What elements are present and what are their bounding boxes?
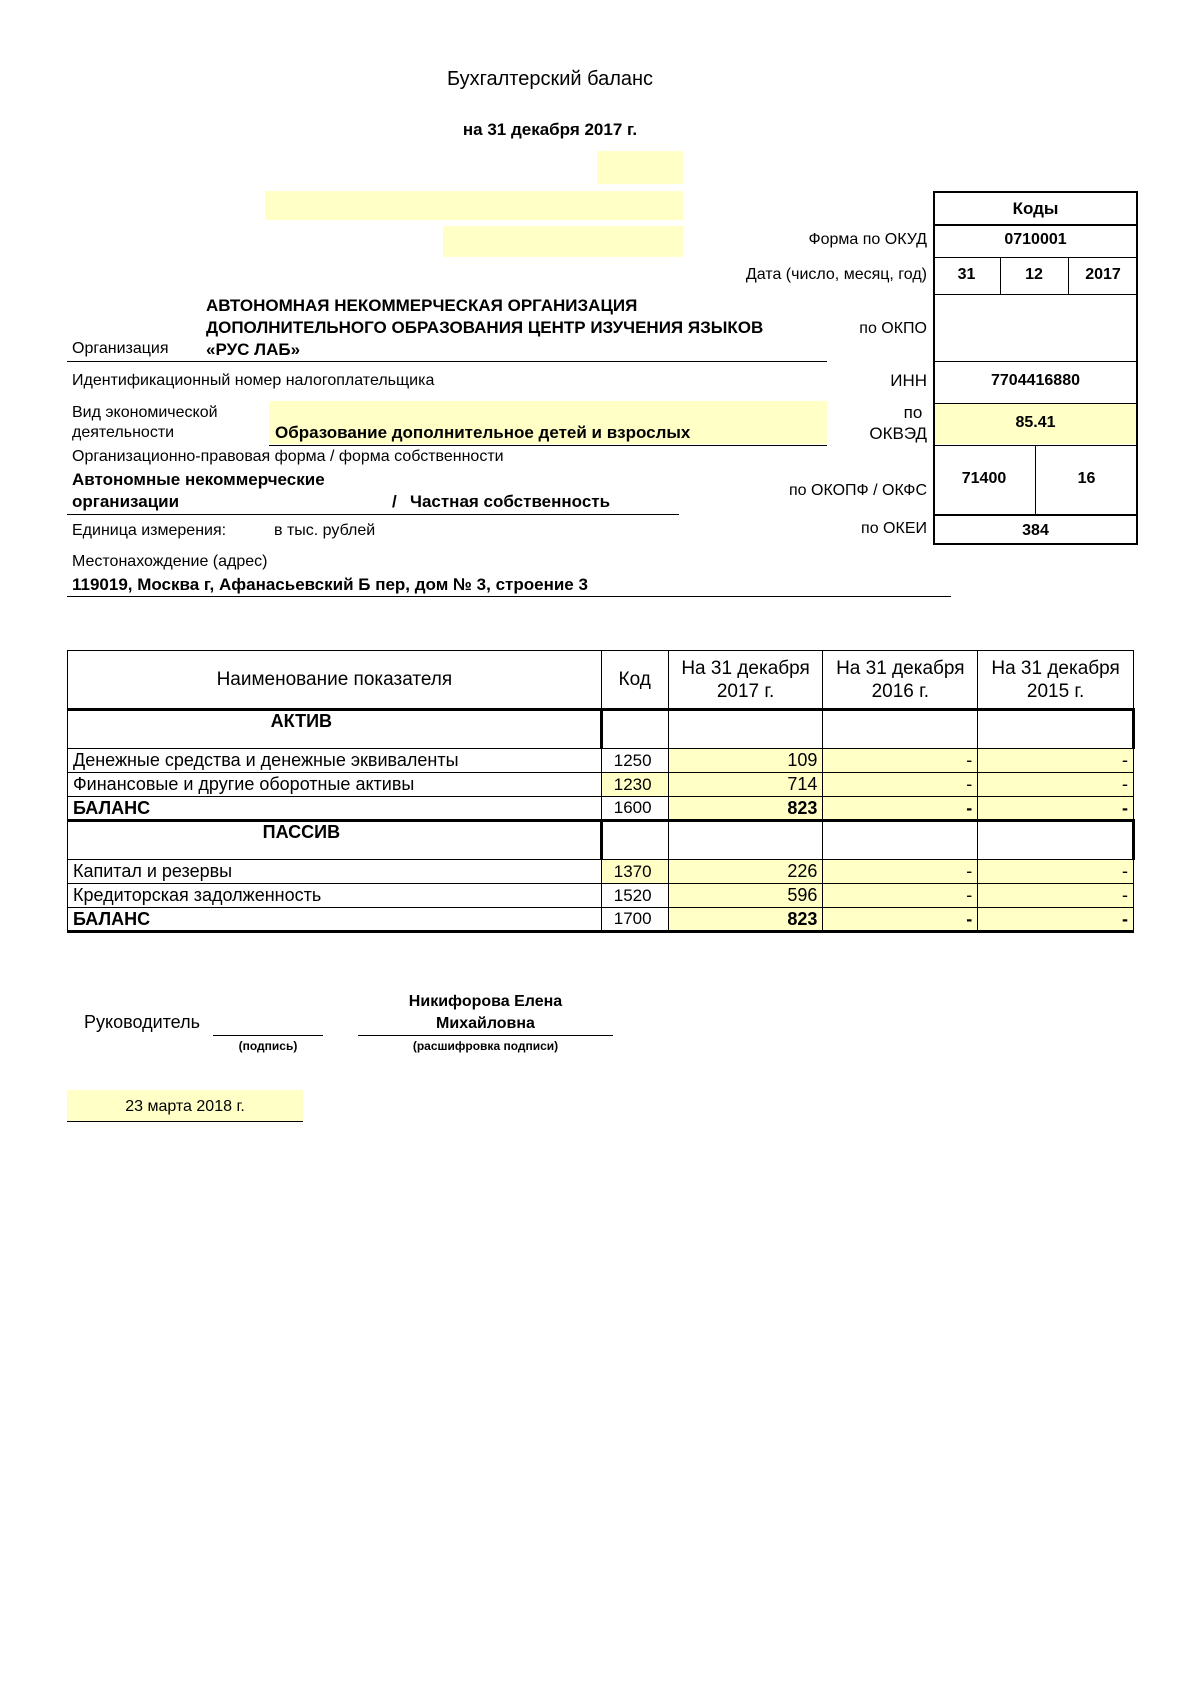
row-2017: 596 [668,884,823,908]
table-row-total [68,908,1134,932]
blank-field-3[interactable] [443,226,683,257]
row-name: Капитал и резервы [68,860,602,884]
blank-field-2[interactable] [265,191,683,220]
row-2015: - [978,908,1134,932]
section-passiv: ПАССИВ [68,821,602,860]
row-2017: 714 [668,773,823,797]
signature-role: Руководитель [84,1012,200,1032]
row-2016: - [823,773,978,797]
activity-value: Образование дополнительное детей и взрослых [275,423,691,442]
inn-value: 7704416880 [991,372,1080,389]
row-name: Кредиторская задолженность [68,884,602,908]
inn-text: Идентификационный номер налогоплательщика [72,372,435,389]
table-header-row [68,651,1134,710]
okud-label: Форма по ОКУД [808,231,927,248]
row-2017: 109 [668,749,823,773]
signature-date: 23 марта 2018 г. [125,1098,245,1115]
decode-caption: (расшифровка подписи) [412,1039,559,1053]
address-label: Местонахождение (адрес) [72,553,268,570]
legal-form-slash: / [392,492,397,511]
header-name: Наименование показателя [68,651,602,710]
okved-label-1: по [903,403,923,422]
signer-name-line2: Михайловна [436,1015,535,1032]
row-2015: - [978,749,1134,773]
date-day: 31 [957,266,976,283]
org-name-line1: АВТОНОМНАЯ НЕКОММЕРЧЕСКАЯ ОРГАНИЗАЦИЯ [206,296,638,315]
row-2016: - [823,797,978,821]
okei-label: по ОКЕИ [861,520,927,537]
header-code: Код [601,651,668,710]
activity-label-2: деятельности [72,424,175,441]
table-row [68,749,1134,773]
report-date: на 31 декабря 2017 г. [462,120,638,139]
table-row [68,884,1134,908]
row-name: Денежные средства и денежные эквиваленты [68,749,602,773]
row-name: БАЛАНС [68,908,602,932]
row-2016: - [823,908,978,932]
okei-value: 384 [1022,522,1049,539]
okopf-value: 71400 [961,470,1007,487]
row-code: 1520 [601,884,668,908]
row-code: 1370 [601,860,668,884]
address-value: 119019, Москва г, Афанасьевский Б пер, дом № 3, строение 3 [72,575,588,594]
signer-name-line1: Никифорова Елена [408,993,563,1010]
table-row [68,773,1134,797]
unit-value: в тыс. рублей [274,522,376,539]
activity-label-1: Вид экономической [72,404,218,421]
legal-form-label: Организационно-правовая форма / форма собственности [72,448,504,465]
codes-header-cell [933,191,1138,226]
table-row [68,860,1134,884]
sign-caption: (подпись) [238,1039,298,1053]
balance-table [67,650,1135,933]
okved-value: 85.41 [1015,414,1056,431]
row-2017: 823 [668,908,823,932]
row-2015: - [978,773,1134,797]
row-2017: 226 [668,860,823,884]
okved-label-2: ОКВЭД [869,424,927,443]
org-label: Организация [72,340,169,357]
row-code: 1230 [601,773,668,797]
row-name: БАЛАНС [68,797,602,821]
org-name-line3: «РУС ЛАБ» [206,340,301,359]
row-2015: - [978,884,1134,908]
row-2016: - [823,884,978,908]
row-2016: - [823,860,978,884]
header-2017: На 31 декабря 2017 г. [668,651,823,710]
codes-header: Коды [1012,199,1059,218]
section-passiv-row [68,821,1134,860]
row-code: 1250 [601,749,668,773]
row-2017: 823 [668,797,823,821]
section-aktiv: АКТИВ [68,710,602,749]
org-name-line2: ДОПОЛНИТЕЛЬНОГО ОБРАЗОВАНИЯ ЦЕНТР ИЗУЧЕНИЯ ЯЗЫКОВ [206,318,764,337]
row-code: 1600 [601,797,668,821]
blank-field-1[interactable] [597,151,683,184]
okpo-label: по ОКПО [859,320,927,337]
row-2015: - [978,860,1134,884]
okfs-value: 16 [1077,470,1096,487]
legal-form-line2: организации [72,492,180,511]
row-name: Финансовые и другие оборотные активы [68,773,602,797]
ownership-value: Частная собственность [410,492,611,511]
unit-label: Единица измерения: [72,522,227,539]
row-code: 1700 [601,908,668,932]
date-year: 2017 [1085,266,1121,283]
header-2015: На 31 декабря 2015 г. [978,651,1134,710]
inn-label: ИНН [890,371,927,390]
row-2015: - [978,797,1134,821]
date-label: Дата (число, месяц, год) [745,266,927,283]
header-2016: На 31 декабря 2016 г. [823,651,978,710]
date-month: 12 [1025,266,1043,283]
legal-form-line1: Автономные некоммерческие [72,470,325,489]
page-title: Бухгалтерский баланс [446,68,654,90]
okud-value: 0710001 [1004,231,1067,248]
table-row-total [68,797,1134,821]
okopf-label: по ОКОПФ / ОКФС [789,482,927,499]
row-2016: - [823,749,978,773]
section-aktiv-row [68,710,1134,749]
